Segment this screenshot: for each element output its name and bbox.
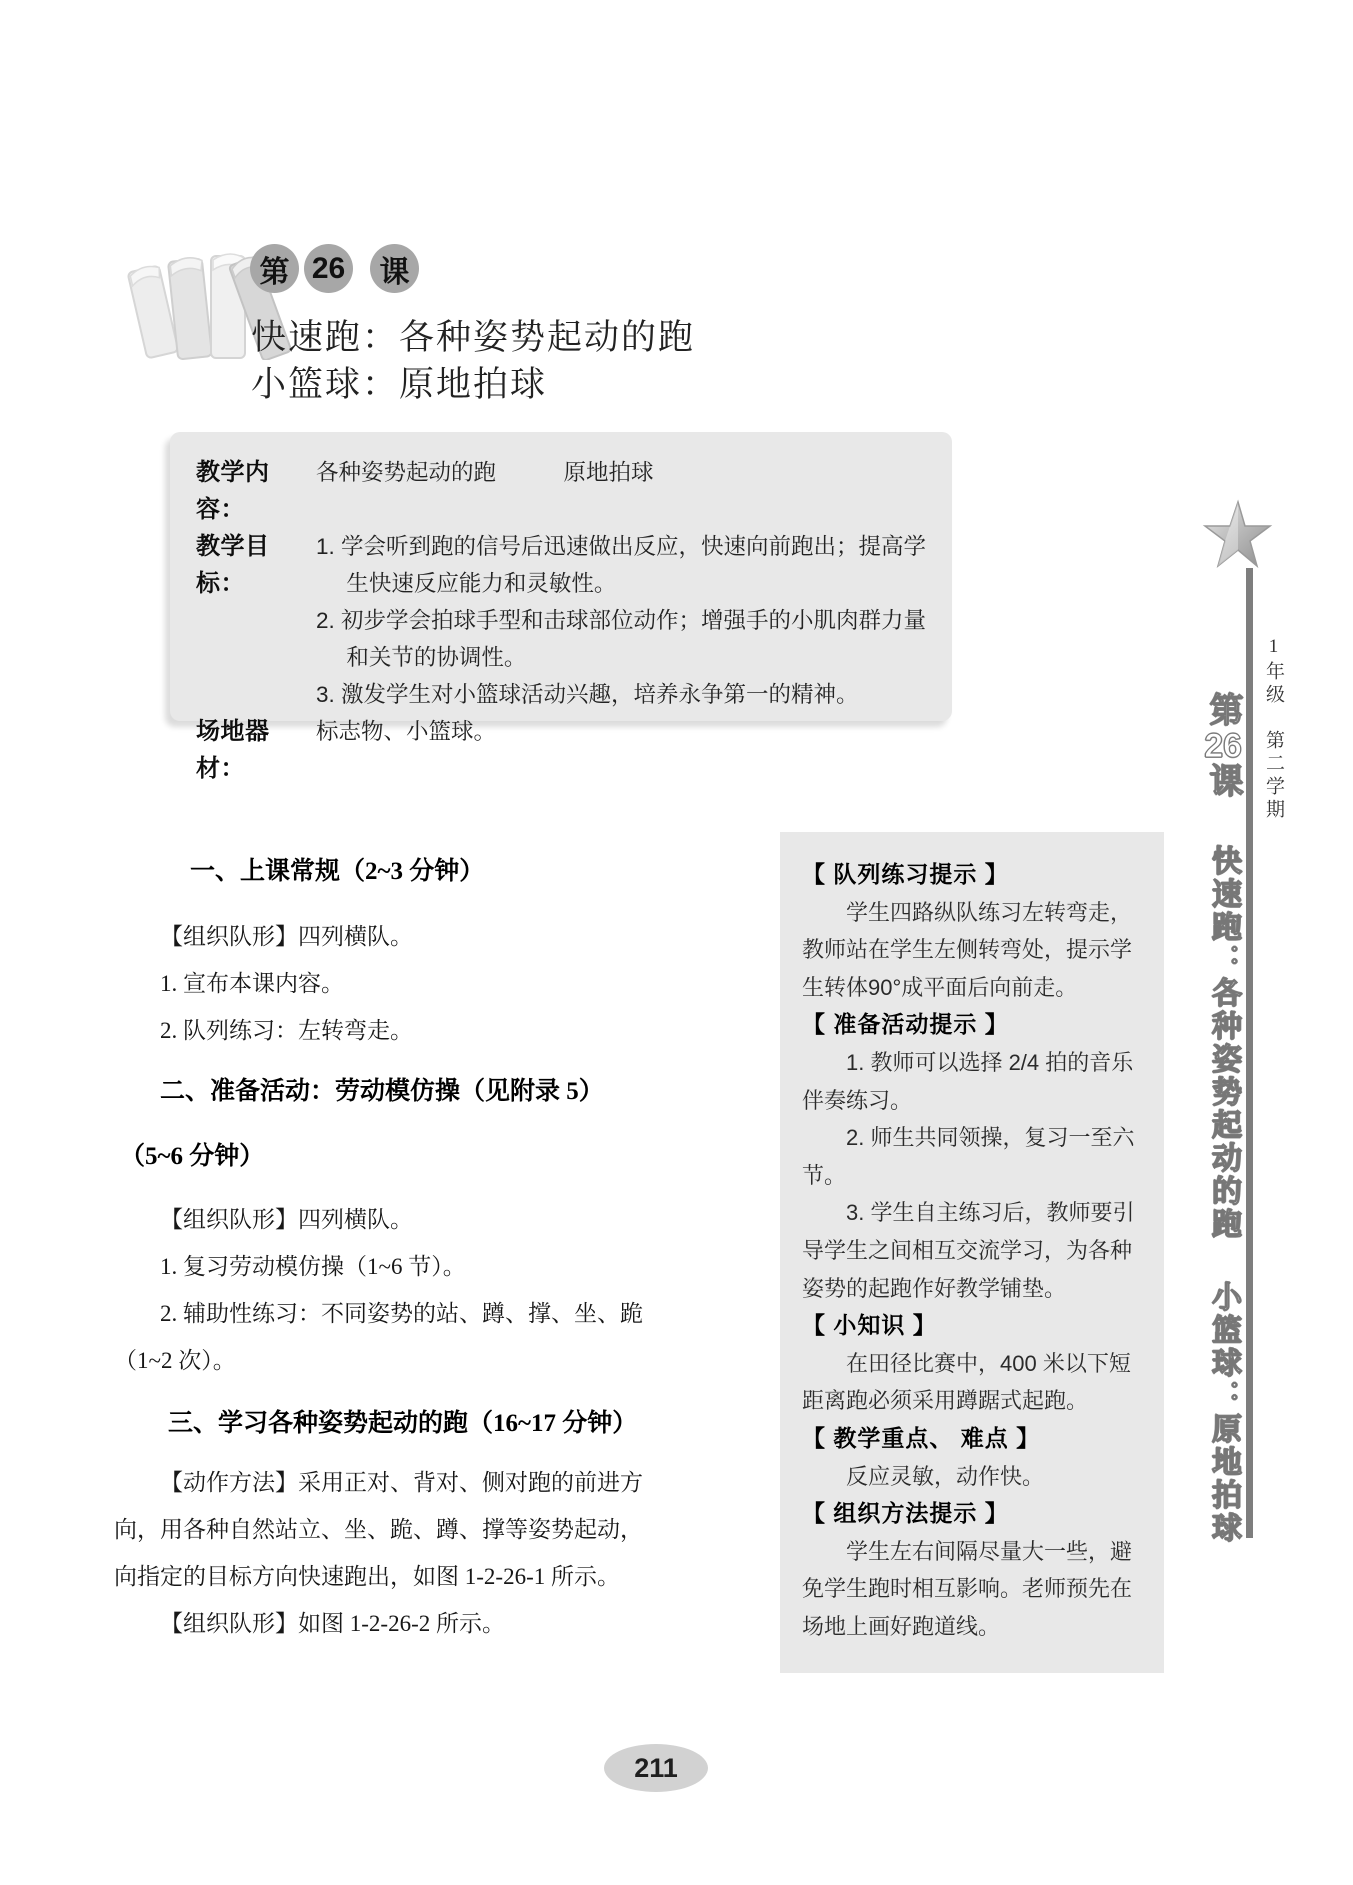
info-row-objectives [196, 528, 928, 713]
margin-grade-label: 1年级 第二学期 [1263, 636, 1284, 822]
objective-item: 3. 激发学生对小篮球活动兴趣，培养永争第一的精神。 [316, 682, 859, 707]
sidebar-paragraph: 2. 师生共同领操，复习一至六节。 [802, 1125, 1135, 1188]
page-number-badge [604, 1744, 708, 1792]
margin-course-title-part2: 小篮球：原地拍球 [1207, 1281, 1240, 1545]
margin-lesson-number: 26 [1204, 729, 1242, 763]
badge-prefix: 第 [250, 244, 299, 293]
objectives-label: 教学目标： [196, 533, 270, 597]
sidebar-heading-key-points: 【 教学重点、 难点 】 [802, 1424, 1041, 1451]
page-title-line1: 快速跑：各种姿势起动的跑 [251, 318, 696, 357]
section3-paragraph: 【组织队形】如图 1-2-26-2 所示。 [160, 1611, 505, 1636]
section3-heading: 三、学习各种姿势起动的跑（16~17 分钟） [168, 1410, 638, 1437]
sidebar-paragraph: 3. 学生自主练习后，教师要引导学生之间相互交流学习，为各种姿势的起跑作好教学铺垫。 [802, 1200, 1135, 1301]
content-value [316, 454, 928, 491]
sidebar-paragraph: 在田径比赛中，400 米以下短距离跑必须采用蹲踞式起跑。 [802, 1350, 1131, 1414]
page-title-line2: 小篮球：原地拍球 [251, 365, 548, 404]
sidebar-heading-organization: 【 组织方法提示 】 [802, 1500, 1009, 1527]
section1-paragraph: 【组织队形】四列横队。 [160, 924, 413, 949]
sidebar-paragraph: 1. 教师可以选择 2/4 拍的音乐伴奏练习。 [802, 1049, 1134, 1113]
section2-paragraph: 2. 辅助性练习：不同姿势的站、蹲、撑、坐、跪（1~2 次）。 [114, 1301, 643, 1373]
section3-paragraph: 【动作方法】采用正对、背对、侧对跑的前进方向，用各种自然站立、坐、跪、蹲、撑等姿势起动，向指定的目标方向快速跑出，如图 1-2-26-1 所示。 [114, 1470, 643, 1589]
equipment-value-line: 标志物、小篮球。 [316, 719, 497, 744]
page-number: 211 [634, 1752, 678, 1783]
sidebar-heading-warmup: 【 准备活动提示 】 [802, 1011, 1009, 1038]
section1-paragraph: 1. 宣布本课内容。 [160, 971, 344, 996]
info-row-content [196, 454, 928, 528]
sidebar-paragraph: 学生左右间隔尽量大一些，避免学生跑时相互影响。老师预先在场地上画好跑道线。 [802, 1538, 1133, 1639]
sidebar-paragraph: 反应灵敏，动作快。 [846, 1463, 1045, 1489]
equipment-label: 场地器材： [196, 718, 270, 782]
margin-lesson-suffix: 课 [1204, 763, 1242, 800]
sidebar-heading-tips: 【 小知识 】 [802, 1312, 937, 1339]
margin-lesson-prefix: 第 [1204, 692, 1242, 729]
margin-lesson-label [1199, 692, 1248, 822]
section2-heading-line1: 二、准备活动：劳动模仿操（见附录 5） [160, 1078, 604, 1105]
objective-item: 1. 学会听到跑的信号后迅速做出反应，快速向前跑出；提高学生快速反应能力和灵敏性。 [316, 534, 927, 596]
section1-heading: 一、上课常规（2~3 分钟） [190, 858, 485, 885]
objectives-value [316, 528, 928, 713]
teaching-info-box [170, 432, 952, 782]
margin-course-title [1201, 845, 1245, 1545]
content-value-line: 各种姿势起动的跑 原地拍球 [316, 460, 654, 485]
sidebar-paragraph: 学生四路纵队练习左转弯走，教师站在学生左侧转弯处，提示学生转体90°成平面后向前走。 [802, 899, 1133, 1000]
objective-item: 2. 初步学会拍球手型和击球部位动作；增强手的小肌肉群力量和关节的协调性。 [316, 608, 927, 670]
lesson-badge [250, 244, 419, 293]
info-row-equipment [196, 713, 928, 787]
section2-heading-line2: （5~6 分钟） [120, 1143, 265, 1170]
star-icon [1198, 498, 1274, 574]
tips-sidebar [780, 832, 1164, 1673]
sidebar-heading-queue-drill: 【 队列练习提示 】 [802, 861, 1009, 887]
badge-number: 26 [304, 244, 353, 293]
section2-paragraph: 【组织队形】四列横队。 [160, 1207, 413, 1232]
badge-suffix: 课 [370, 244, 419, 293]
equipment-value [316, 713, 928, 750]
section2-paragraph: 1. 复习劳动模仿操（1~6 节）。 [160, 1254, 466, 1279]
content-label: 教学内容： [196, 459, 270, 523]
margin-course-title-part1: 快速跑：各种姿势起动的跑 [1207, 845, 1240, 1241]
section1-paragraph: 2. 队列练习：左转弯走。 [160, 1018, 413, 1043]
lesson-body [114, 848, 650, 1647]
